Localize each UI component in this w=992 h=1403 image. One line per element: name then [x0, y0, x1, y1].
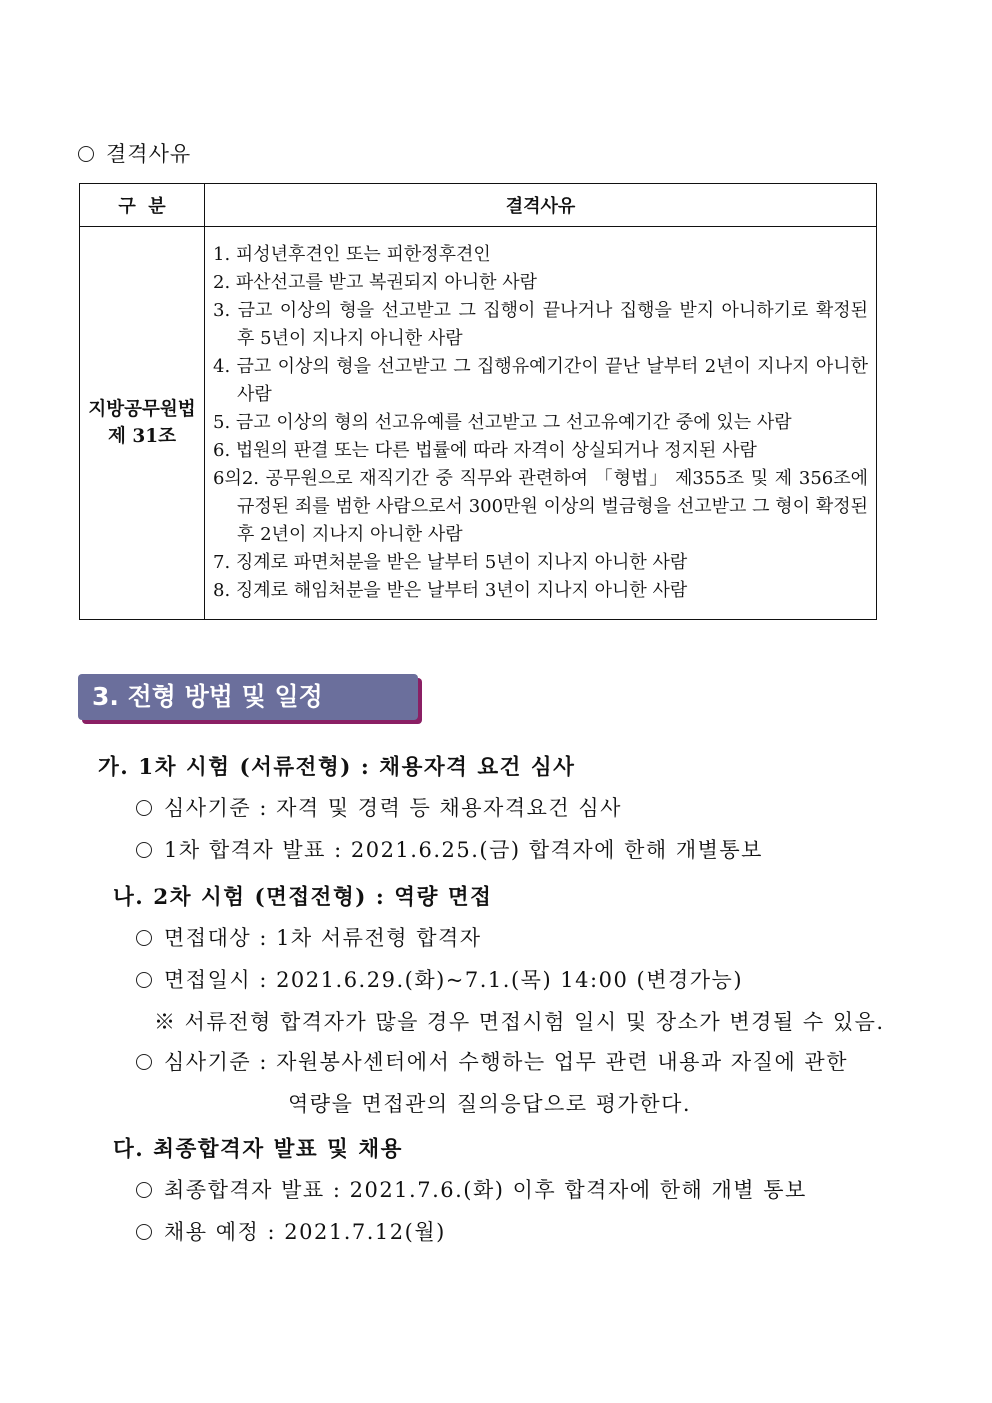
section-title: 3. 전형 방법 및 일정 — [78, 674, 418, 720]
list-item — [136, 792, 622, 822]
note-text: ※ 서류전형 합격자가 많을 경우 면접시험 일시 및 장소가 변경될 수 있음. — [154, 1010, 885, 1034]
disqualification-table — [79, 183, 877, 620]
part-c-heading: 다. 최종합격자 발표 및 채용 — [113, 1137, 403, 1162]
disqualification-intro — [78, 138, 191, 168]
list-item-text: 최종합격자 발표 : 2021.7.6.(화) 이후 합격자에 한해 개별 통보 — [164, 1178, 807, 1202]
part-a-heading: 가. 1차 시험 (서류전형) : 채용자격 요건 심사 — [98, 755, 576, 780]
intro-label: 결격사유 — [106, 142, 192, 166]
reason-item: 6의2. 공무원으로 재직기간 중 직무와 관련하여 「형법」 제355조 및 제 356조에 규정된 죄를 범한 사람으로서 300만원 이상의 벌금형을 선고받고 그 형이 확정된 후 2년이 지나지 아니한 사람 — [213, 468, 869, 545]
list-item — [136, 1046, 848, 1076]
header-category: 구 분 — [80, 184, 205, 227]
criteria-continuation: 역량을 면접관의 질의응답으로 평가한다. — [288, 1092, 692, 1116]
circle-bullet-icon — [78, 146, 94, 162]
list-item — [136, 1174, 807, 1204]
list-item — [136, 964, 743, 994]
header-reasons: 결격사유 — [205, 184, 877, 227]
circle-bullet-icon — [136, 930, 152, 946]
part-b-heading: 나. 2차 시험 (면접전형) : 역량 면접 — [113, 885, 493, 910]
circle-bullet-icon — [136, 1054, 152, 1070]
law-article: 제 31조 — [108, 426, 176, 447]
reason-item: 3. 금고 이상의 형을 선고받고 그 집행이 끝나거나 집행을 받지 아니하기로 확정된 후 5년이 지나지 아니한 사람 — [213, 300, 868, 349]
reason-item: 2. 파산선고를 받고 복권되지 아니한 사람 — [213, 272, 537, 293]
list-item — [136, 1216, 446, 1246]
list-item-text: 심사기준 : 자원봉사센터에서 수행하는 업무 관련 내용과 자질에 관한 — [164, 1050, 848, 1074]
table-header-row — [80, 184, 877, 227]
list-item — [136, 834, 763, 864]
law-cell — [80, 227, 205, 620]
table-row — [80, 227, 877, 620]
reasons-cell — [205, 227, 877, 620]
list-item-text: 심사기준 : 자격 및 경력 등 채용자격요건 심사 — [164, 796, 622, 820]
reason-item: 6. 법원의 판결 또는 다른 법률에 따라 자격이 상실되거나 정지된 사람 — [213, 440, 757, 461]
reason-item: 8. 징계로 해임처분을 받은 날부터 3년이 지나지 아니한 사람 — [213, 580, 688, 601]
circle-bullet-icon — [136, 800, 152, 816]
reason-item: 1. 피성년후견인 또는 피한정후견인 — [213, 244, 491, 265]
law-name: 지방공무원법 — [88, 399, 196, 420]
list-item-text: 면접대상 : 1차 서류전형 합격자 — [164, 926, 482, 950]
list-item-text: 면접일시 : 2021.6.29.(화)~7.1.(목) 14:00 (변경가능) — [164, 968, 744, 992]
list-item — [136, 922, 482, 952]
reason-item: 7. 징계로 파면처분을 받은 날부터 5년이 지나지 아니한 사람 — [213, 552, 688, 573]
circle-bullet-icon — [136, 972, 152, 988]
list-item-text: 1차 합격자 발표 : 2021.6.25.(금) 합격자에 한해 개별통보 — [164, 838, 763, 862]
reason-item: 5. 금고 이상의 형의 선고유예를 선고받고 그 선고유예기간 중에 있는 사람 — [213, 412, 792, 433]
circle-bullet-icon — [136, 842, 152, 858]
circle-bullet-icon — [136, 1224, 152, 1240]
reason-item: 4. 금고 이상의 형을 선고받고 그 집행유예기간이 끝난 날부터 2년이 지나지 아니한 사람 — [213, 356, 868, 405]
list-item-text: 채용 예정 : 2021.7.12(월) — [164, 1220, 446, 1244]
circle-bullet-icon — [136, 1182, 152, 1198]
